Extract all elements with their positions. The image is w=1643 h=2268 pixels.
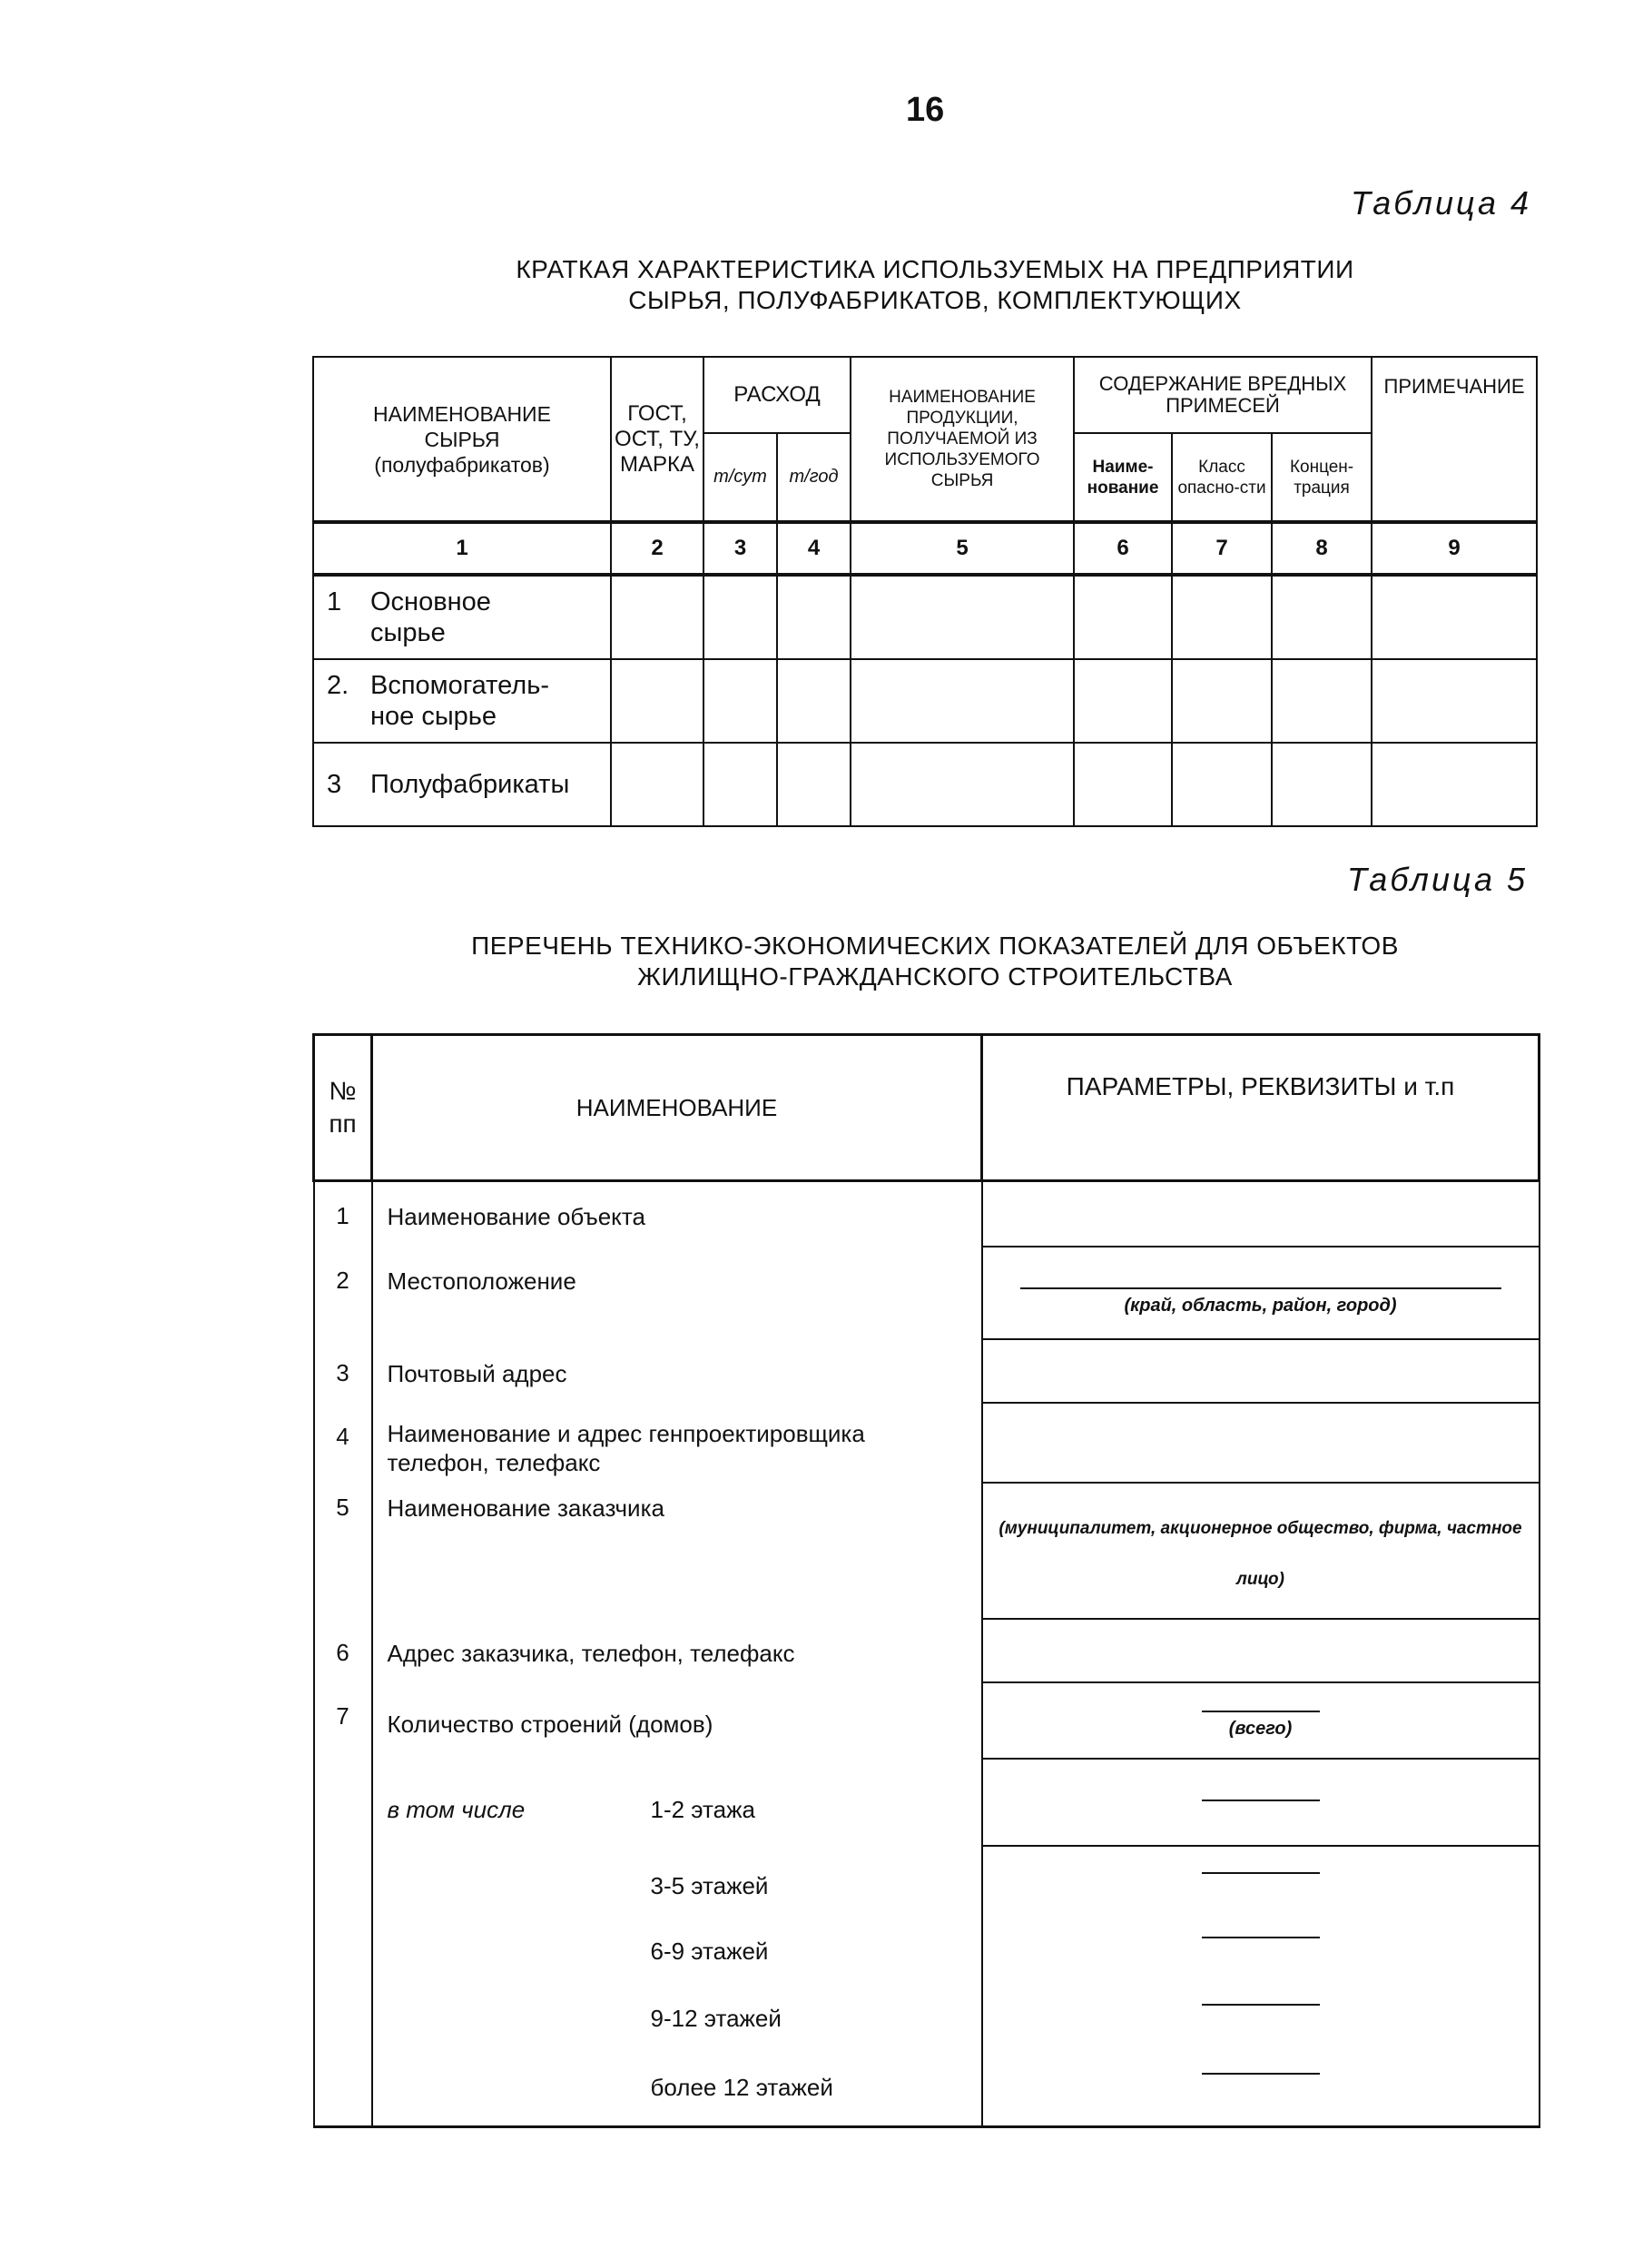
table-cell xyxy=(851,575,1074,659)
fill-in-line xyxy=(1202,1800,1320,1801)
t5-row-num: 1 xyxy=(314,1181,372,1247)
table-row xyxy=(313,575,1537,659)
t5-param-cell xyxy=(982,1915,1540,1982)
table-cell xyxy=(314,1915,372,1982)
table-row xyxy=(313,743,1537,826)
t4-header-note: ПРИМЕЧАНИЕ xyxy=(1372,357,1537,522)
t5-param-cell xyxy=(982,1181,1540,1247)
t5-row-num: 7 xyxy=(314,1682,372,1759)
t4-row-num: 1 xyxy=(327,587,342,616)
t5-subrow xyxy=(372,2051,982,2127)
table-cell xyxy=(1272,575,1372,659)
t5-row-label: Наименование объекта xyxy=(372,1181,982,1247)
t4-colnum: 1 xyxy=(313,522,611,575)
t4-row-num: 2. xyxy=(327,671,349,700)
table-row xyxy=(314,1247,1540,1339)
table-cell xyxy=(1074,743,1172,826)
fill-in-line xyxy=(1202,1711,1320,1712)
t5-param-cell xyxy=(982,2051,1540,2127)
table-cell xyxy=(703,659,777,743)
table-cell xyxy=(1074,659,1172,743)
t4-row-text: Вспомогатель-ное сырье xyxy=(370,671,549,731)
t5-param-cell xyxy=(982,1846,1540,1915)
t5-row-label: Количество строений (домов) xyxy=(372,1682,982,1759)
t5-hint: (муниципалитет, акционерное общество, фирма, частное лицо) xyxy=(999,1518,1522,1589)
fill-in-line xyxy=(1202,1872,1320,1874)
t4-row-num: 3 xyxy=(327,770,342,799)
t4-header-unit-day: т/сут xyxy=(703,433,777,522)
t4-header-imp-name: Наиме-нование xyxy=(1074,433,1172,522)
table-row xyxy=(314,1619,1540,1682)
table-cell xyxy=(1372,743,1537,826)
t4-colnum: 4 xyxy=(777,522,851,575)
t5-row-num: 2 xyxy=(314,1247,372,1339)
table-row xyxy=(314,1915,1540,1982)
table-cell xyxy=(851,659,1074,743)
t5-subrows-label: в том числе xyxy=(387,1795,526,1823)
t4-row-label xyxy=(313,659,611,743)
t5-header-name: НАИМЕНОВАНИЕ xyxy=(372,1035,982,1181)
t5-row-num: 4 xyxy=(314,1403,372,1483)
fill-in-line xyxy=(1202,2073,1320,2075)
table4-title xyxy=(345,254,1525,316)
table-cell xyxy=(777,659,851,743)
t5-param-cell xyxy=(982,1247,1540,1339)
table-row xyxy=(314,1682,1540,1759)
t5-param-cell xyxy=(982,1982,1540,2051)
table-cell xyxy=(611,743,703,826)
t4-colnum: 6 xyxy=(1074,522,1172,575)
t5-param-cell xyxy=(982,1483,1540,1619)
t4-row-text: Полуфабрикаты xyxy=(370,770,570,799)
table-cell xyxy=(703,743,777,826)
t4-colnum: 7 xyxy=(1172,522,1272,575)
table5-title-line1: ПЕРЕЧЕНЬ ТЕХНИКО-ЭКОНОМИЧЕСКИХ ПОКАЗАТЕЛЕЙ ДЛЯ ОБЪЕКТОВ xyxy=(471,932,1399,960)
t4-colnum: 2 xyxy=(611,522,703,575)
t5-row-label: Адрес заказчика, телефон, телефакс xyxy=(372,1619,982,1682)
t4-colnum: 9 xyxy=(1372,522,1537,575)
t5-param-cell xyxy=(982,1619,1540,1682)
t5-floor-label: 1-2 этажа xyxy=(650,1795,755,1823)
table-cell xyxy=(1172,743,1272,826)
fill-in-line xyxy=(1202,1937,1320,1938)
fill-in-line xyxy=(1020,1287,1501,1289)
t5-floor-label: более 12 этажей xyxy=(650,2073,833,2101)
t5-row-num: 5 xyxy=(314,1483,372,1619)
table-row xyxy=(314,2051,1540,2127)
table-row xyxy=(314,1403,1540,1483)
t5-row-label: Наименование заказчика xyxy=(372,1483,982,1619)
t4-header-impurities: СОДЕРЖАНИЕ ВРЕДНЫХ ПРИМЕСЕЙ xyxy=(1074,357,1372,433)
t5-header-num: № пп xyxy=(314,1035,372,1181)
t5-subrow xyxy=(372,1915,982,1982)
t4-row-text: Основное сырье xyxy=(370,587,491,647)
t5-param-cell xyxy=(982,1682,1540,1759)
table5-title-line2: ЖИЛИЩНО-ГРАЖДАНСКОГО СТРОИТЕЛЬСТВА xyxy=(637,962,1233,991)
t5-param-cell xyxy=(982,1339,1540,1403)
t4-header-gost: ГОСТ, ОСТ, ТУ, МАРКА xyxy=(611,357,703,522)
table-cell xyxy=(703,575,777,659)
t4-header-consumption: РАСХОД xyxy=(703,357,851,433)
t4-header-product: НАИМЕНОВАНИЕ ПРОДУКЦИИ, ПОЛУЧАЕМОЙ ИЗ ИСПОЛЬЗУЕМОГО СЫРЬЯ xyxy=(851,357,1074,522)
t5-subrow xyxy=(372,1846,982,1915)
t4-colnum: 8 xyxy=(1272,522,1372,575)
table-row xyxy=(314,1759,1540,1846)
t4-header-imp-conc: Концен-трация xyxy=(1272,433,1372,522)
t5-param-cell xyxy=(982,1759,1540,1846)
table-row xyxy=(314,1846,1540,1915)
table-cell xyxy=(1074,575,1172,659)
table-cell xyxy=(1272,743,1372,826)
table-cell xyxy=(1172,659,1272,743)
t5-row-num: 6 xyxy=(314,1619,372,1682)
fill-in-line xyxy=(1202,2004,1320,2006)
table-cell xyxy=(851,743,1074,826)
table4-title-line1: КРАТКАЯ ХАРАКТЕРИСТИКА ИСПОЛЬЗУЕМЫХ НА ПРЕДПРИЯТИИ xyxy=(516,255,1354,283)
table-cell xyxy=(314,1846,372,1915)
t4-row-label xyxy=(313,575,611,659)
table-cell xyxy=(314,2051,372,2127)
t4-colnum: 3 xyxy=(703,522,777,575)
table-cell xyxy=(777,575,851,659)
t5-hint: (всего) xyxy=(1228,1718,1293,1739)
table5-caption: Таблица 5 xyxy=(1347,861,1529,898)
t5-row-label: Почтовый адрес xyxy=(372,1339,982,1403)
t4-header-unit-year: т/год xyxy=(777,433,851,522)
table5 xyxy=(312,1033,1540,2128)
t5-floor-label: 3-5 этажей xyxy=(650,1871,769,1899)
table-cell xyxy=(611,575,703,659)
table-row xyxy=(313,659,1537,743)
t5-header-params: ПАРАМЕТРЫ, РЕКВИЗИТЫ и т.п xyxy=(982,1035,1540,1181)
table4-title-line2: СЫРЬЯ, ПОЛУФАБРИКАТОВ, КОМПЛЕКТУЮЩИХ xyxy=(628,286,1242,314)
t5-floor-label: 9-12 этажей xyxy=(650,2004,782,2032)
t4-column-numbers xyxy=(313,522,1537,575)
t4-row-label xyxy=(313,743,611,826)
table-row xyxy=(314,1982,1540,2051)
table-cell xyxy=(1372,659,1537,743)
table-row xyxy=(314,1181,1540,1247)
table4 xyxy=(312,356,1538,827)
table-row xyxy=(314,1483,1540,1619)
t4-header-name: НАИМЕНОВАНИЕ СЫРЬЯ (полуфабрикатов) xyxy=(313,357,611,522)
t5-subrow xyxy=(372,1982,982,2051)
t5-row-label: Местоположение xyxy=(372,1247,982,1339)
table-cell xyxy=(611,659,703,743)
table-row xyxy=(314,1339,1540,1403)
table4-caption: Таблица 4 xyxy=(1351,184,1532,222)
table-cell xyxy=(1172,575,1272,659)
t5-floor-label: 6-9 этажей xyxy=(650,1937,769,1965)
table-cell xyxy=(314,1982,372,2051)
t5-param-cell xyxy=(982,1403,1540,1483)
t4-header-imp-class: Класс опасно-сти xyxy=(1172,433,1272,522)
t5-row-num: 3 xyxy=(314,1339,372,1403)
table5-title xyxy=(345,931,1525,992)
table-cell xyxy=(777,743,851,826)
table-cell xyxy=(1272,659,1372,743)
table-cell xyxy=(314,1759,372,1846)
t5-row-label: Наименование и адрес генпроектировщика телефон, телефакс xyxy=(372,1403,982,1483)
t5-hint: (край, область, район, город) xyxy=(1124,1295,1397,1316)
t5-subrow xyxy=(372,1759,982,1846)
table-cell xyxy=(1372,575,1537,659)
t4-colnum: 5 xyxy=(851,522,1074,575)
